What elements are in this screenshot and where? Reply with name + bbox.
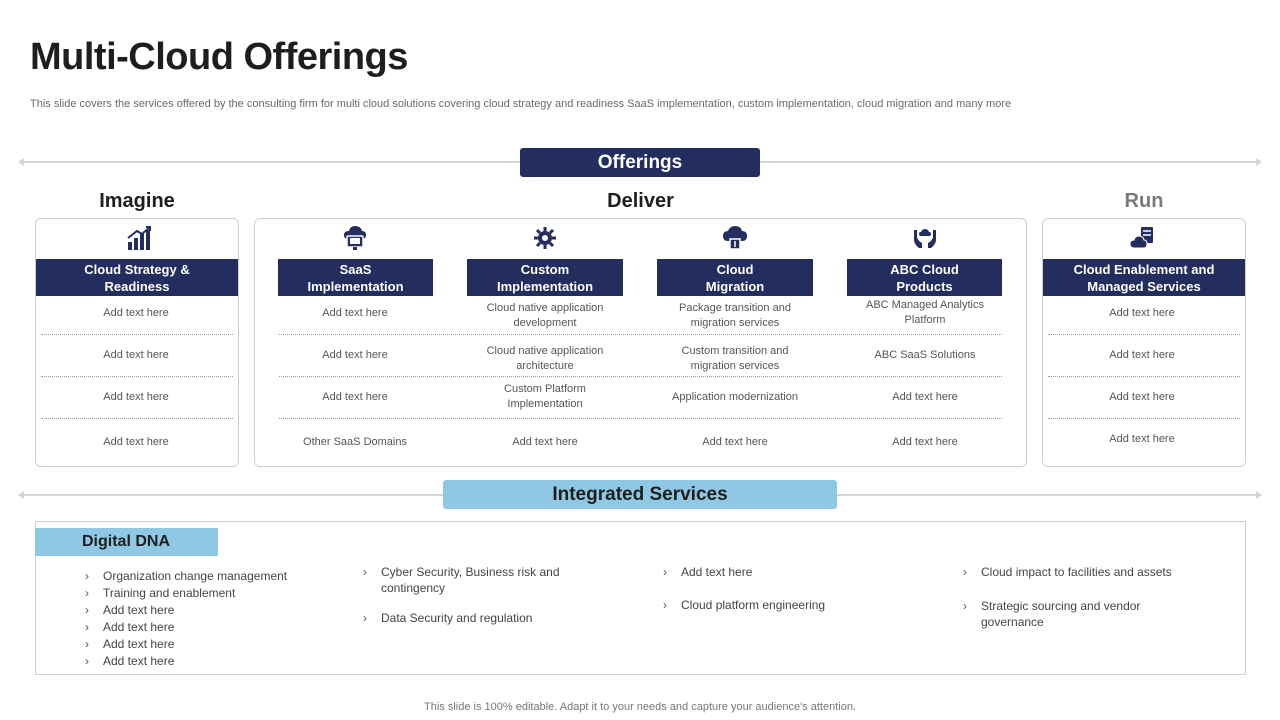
column-heading: Cloud Enablement and Managed Services	[1043, 259, 1245, 296]
list-item: › Data Security and regulation	[363, 610, 563, 626]
cell: Add text here	[103, 390, 169, 403]
cell: Add text here	[702, 435, 768, 448]
cell: Add text here	[103, 348, 169, 361]
cell: Add text here	[512, 435, 578, 448]
cell: Add text here	[322, 348, 388, 361]
cell: Other SaaS Domains	[303, 435, 407, 448]
chart-growth-icon	[124, 223, 154, 253]
row-divider	[279, 334, 1002, 335]
row-divider	[1048, 418, 1240, 419]
cloud-monitor-icon	[340, 223, 370, 253]
cloud-gear-icon	[530, 223, 560, 253]
cell: Add text here	[1109, 432, 1175, 445]
list-item: › Cloud platform engineering	[663, 597, 903, 613]
list-item: › Add text here	[85, 636, 325, 652]
column-heading: Custom Implementation	[467, 259, 623, 296]
list-item: › Cloud impact to facilities and assets	[963, 564, 1203, 580]
list-item: › Training and enablement	[85, 585, 325, 601]
phase-imagine: Imagine	[99, 190, 175, 212]
cell: Custom Platform Implementation	[504, 383, 586, 410]
cell: Add text here	[322, 306, 388, 319]
dna-list-3	[663, 564, 903, 613]
cloud-migration-icon	[720, 223, 750, 253]
dna-list-1	[85, 568, 325, 669]
cell: Add text here	[892, 435, 958, 448]
hands-cloud-icon	[910, 223, 940, 253]
cell: ABC SaaS Solutions	[874, 348, 976, 361]
arrow-right-icon	[1256, 491, 1262, 499]
row-divider	[279, 418, 1002, 419]
column-heading: Cloud Strategy & Readiness	[36, 259, 238, 296]
cell: Add text here	[1109, 348, 1175, 361]
cell: Add text here	[1109, 306, 1175, 319]
row-divider	[41, 418, 233, 419]
cell: Cloud native application architecture	[486, 345, 604, 372]
list-item: › Add text here	[85, 653, 325, 669]
list-item: › Add text here	[85, 619, 325, 635]
row-divider	[41, 376, 233, 377]
column-heading: Cloud Migration	[657, 259, 813, 296]
cell: Package transition and migration services	[679, 302, 791, 329]
cell: Add text here	[892, 390, 958, 403]
cell: ABC Managed Analytics Platform	[865, 299, 984, 326]
row-divider	[1048, 376, 1240, 377]
phase-deliver: Deliver	[607, 190, 674, 212]
list-item: › Strategic sourcing and vendor governance	[963, 598, 1153, 630]
cell: Cloud native application development	[486, 302, 604, 329]
arrow-right-icon	[1256, 158, 1262, 166]
cell: Add text here	[322, 390, 388, 403]
phase-run: Run	[1124, 190, 1164, 212]
list-item: › Cyber Security, Business risk and contingency	[363, 564, 563, 596]
offerings-heading: Offerings	[520, 148, 760, 177]
list-item: › Add text here	[85, 602, 325, 618]
page-title: Multi-Cloud Offerings	[30, 36, 408, 78]
column-heading: ABC Cloud Products	[847, 259, 1002, 296]
dna-list-2	[363, 564, 563, 626]
row-divider	[1048, 334, 1240, 335]
cell: Add text here	[103, 435, 169, 448]
cell: Add text here	[1109, 390, 1175, 403]
integrated-services-heading: Integrated Services	[443, 480, 837, 509]
dna-list-4	[963, 564, 1203, 630]
row-divider	[41, 334, 233, 335]
cloud-server-icon	[1127, 223, 1157, 253]
list-item: › Add text here	[663, 564, 903, 580]
column-heading: SaaS Implementation	[278, 259, 433, 296]
digital-dna-label: Digital DNA	[35, 528, 218, 556]
page-subtitle: This slide covers the services offered by the consulting firm for multi cloud solutions covering cloud strategy and readiness SaaS implementation, custom implementation, cloud migration and many more	[30, 98, 1012, 110]
row-divider	[279, 376, 1002, 377]
cell: Custom transition and migration services	[681, 345, 789, 372]
cell: Application modernization	[672, 390, 798, 403]
list-item: › Organization change management	[85, 568, 325, 584]
footer-note: This slide is 100% editable. Adapt it to your needs and capture your audience's attention.	[424, 701, 856, 713]
cell: Add text here	[103, 306, 169, 319]
